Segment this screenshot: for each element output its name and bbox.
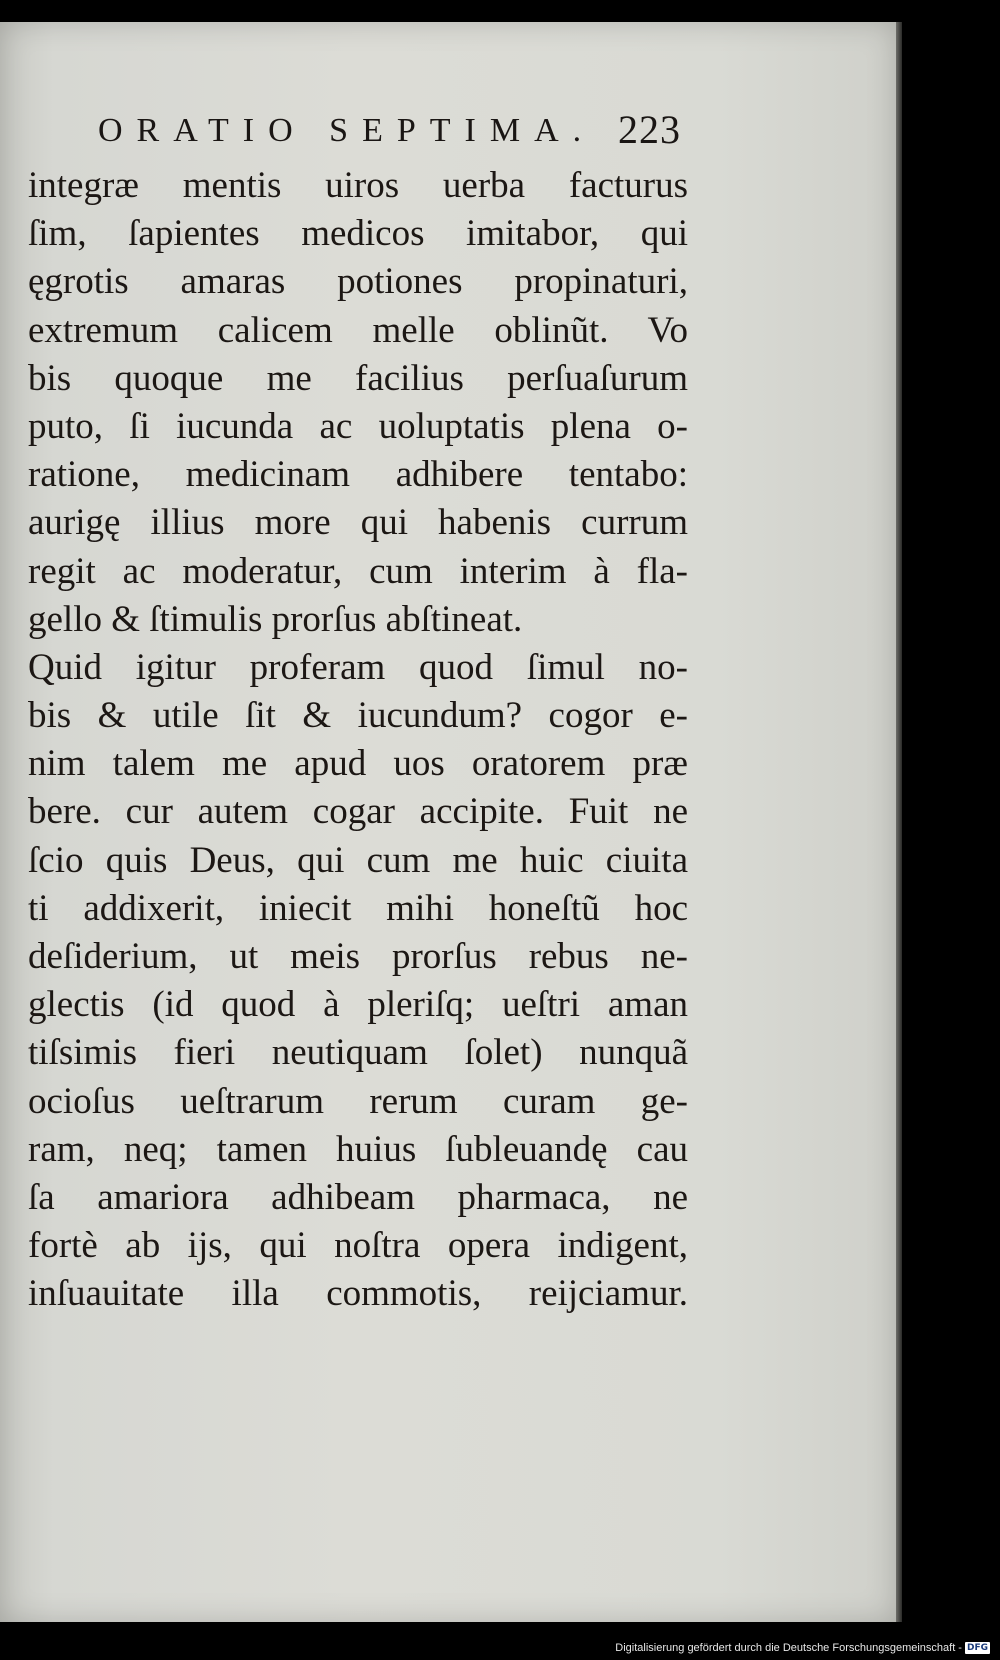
text-line: tiſsimis fieri neutiquam ſolet) nunquã <box>28 1032 688 1074</box>
text-line: inſuauitate illa commotis, reijciamur. <box>28 1273 688 1315</box>
text-line: deſiderium, ut meis prorſus rebus ne- <box>28 936 688 977</box>
dfg-logo-icon: DFG <box>966 1643 988 1653</box>
running-title: ORATIO SEPTIMA. <box>98 112 596 149</box>
text-line: bis quoque me facilius perſuaſurum <box>28 357 688 399</box>
text-line: ſim, ſapientes medicos imitabor, qui <box>28 213 688 255</box>
text-line: puto, ſi iucunda ac uoluptatis plena o- <box>28 405 688 447</box>
text-line: ti addixerit, iniecit mihi honeſtũ hoc <box>28 887 688 929</box>
text-line: extremum calicem melle oblinũt. Vo <box>28 309 688 351</box>
text-line: bere. cur autem cogar accipite. Fuit ne <box>28 791 688 833</box>
text-line: Quid igitur proferam quod ſimul no- <box>28 646 688 688</box>
page-edge-shadow <box>896 22 902 1622</box>
text-line: ſa amariora adhibeam pharmaca, ne <box>28 1176 688 1218</box>
body-text <box>28 162 688 1319</box>
page-number: 223 <box>618 107 681 152</box>
digitization-credit <box>615 1642 990 1654</box>
text-line: ęgrotis amaras potiones propinaturi, <box>28 261 688 303</box>
text-line: gello & ſtimulis prorſus abſtineat. <box>28 598 523 640</box>
credit-text: Digitalisierung gefördert durch die Deutsche Forschungsgemeinschaft - <box>615 1642 962 1654</box>
text-line: regit ac moderatur, cum interim à fla- <box>28 550 688 592</box>
text-line: nim talem me apud uos oratorem præ <box>28 743 688 785</box>
text-line: integræ mentis uiros uerba facturus <box>28 165 688 206</box>
text-line: fortè ab ijs, qui noſtra opera indigent, <box>28 1225 688 1267</box>
text-line: bis & utile ſit & iucundum? cogor e- <box>28 695 688 737</box>
text-line: glectis (id quod à pleriſq; ueſtri aman <box>28 984 688 1026</box>
text-line: ſcio quis Deus, qui cum me huic ciuita <box>28 839 688 881</box>
text-line: ocioſus ueſtrarum rerum curam ge- <box>28 1080 688 1122</box>
text-line: aurigę illius more qui habenis currum <box>28 502 688 544</box>
text-line: ratione, medicinam adhibere tentabo: <box>28 454 688 496</box>
text-line: ram, neq; tamen huius ſubleuandę cau <box>28 1128 688 1170</box>
